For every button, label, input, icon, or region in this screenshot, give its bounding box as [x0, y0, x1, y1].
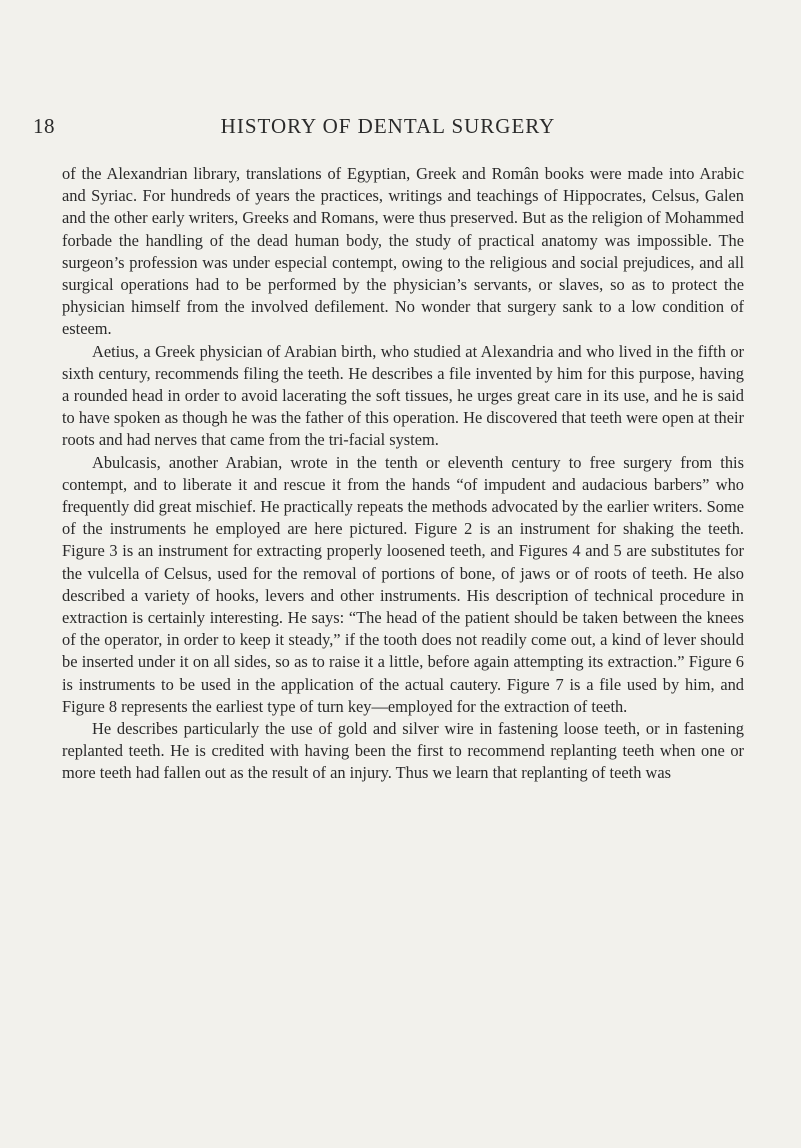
- page-header: [33, 114, 743, 144]
- body-text: [62, 163, 744, 785]
- page-number: 18: [33, 114, 55, 138]
- paragraph-aetius: Aetius, a Greek physician of Arabian birth, who studied at Alexandria and who lived in the fifth or sixth century, recommends filing the teeth. He describes a file invented by him for this purpose, having a rounded head in order to avoid lacerating the soft tissues, he urges great care in its use, and he is said to have spoken as though he was the father of this operation. He discovered that teeth were open at their roots and had nerves that came from the tri-facial system.: [62, 341, 744, 450]
- paragraph-replanting: He describes particularly the use of gold and silver wire in fastening loose teeth, or in fastening replanted teeth. He is credited with having been the first to recommend replanting teeth when one or more teeth had fallen out as the result of an injury. Thus we learn that replanting of teeth was: [62, 719, 744, 783]
- paragraph-abulcasis: Abulcasis, another Arabian, wrote in the tenth or eleventh century to free surgery from this contempt, and to liberate it and rescue it from the hands “of impudent and audacious barbers” who frequently did great mischief. He practically repeats the methods advocated by the earlier writers. Some of the instruments he employed are here pictured. Figure 2 is an instrument for shaking the teeth. Figure 3 is an instrument for extracting properly loosened teeth, and Figures 4 and 5 are substitutes for the vulcella of Celsus, used for the removal of portions of bone, of jaws or of roots of teeth. He also described a variety of hooks, levers and other instruments. His description of technical procedure in extraction is certainly interesting. He says: “The head of the patient should be taken between the knees of the operator, in order to keep it steady,” if the tooth does not readily come out, a kind of lever should be inserted under it on all sides, so as to raise it a little, before again attempting its extraction.” Figure 6 is instruments to be used in the application of the actual cautery. Figure 7 is a file used by him, and Figure 8 represents the earliest type of turn key—employed for the extraction of teeth.: [62, 452, 744, 716]
- paragraph-continuation: of the Alexandrian library, translations of Egyptian, Greek and Român books were made into Arabic and Syriac. For hundreds of years the practices, writings and teachings of Hippocrates, Celsus, Galen and the other early writers, Greeks and Romans, were thus preserved. But as the religion of Mohammed forbade the handling of the dead human body, the study of practical anatomy was impossible. The surgeon’s profession was under especial contempt, owing to the religious and social prejudices, and all surgical operations had to be performed by the physician’s servants, or slaves, so as to protect the physician himself from the involved defilement. No wonder that surgery sank to a low condition of esteem.: [62, 164, 744, 339]
- running-title: HISTORY OF DENTAL SURGERY: [220, 114, 556, 138]
